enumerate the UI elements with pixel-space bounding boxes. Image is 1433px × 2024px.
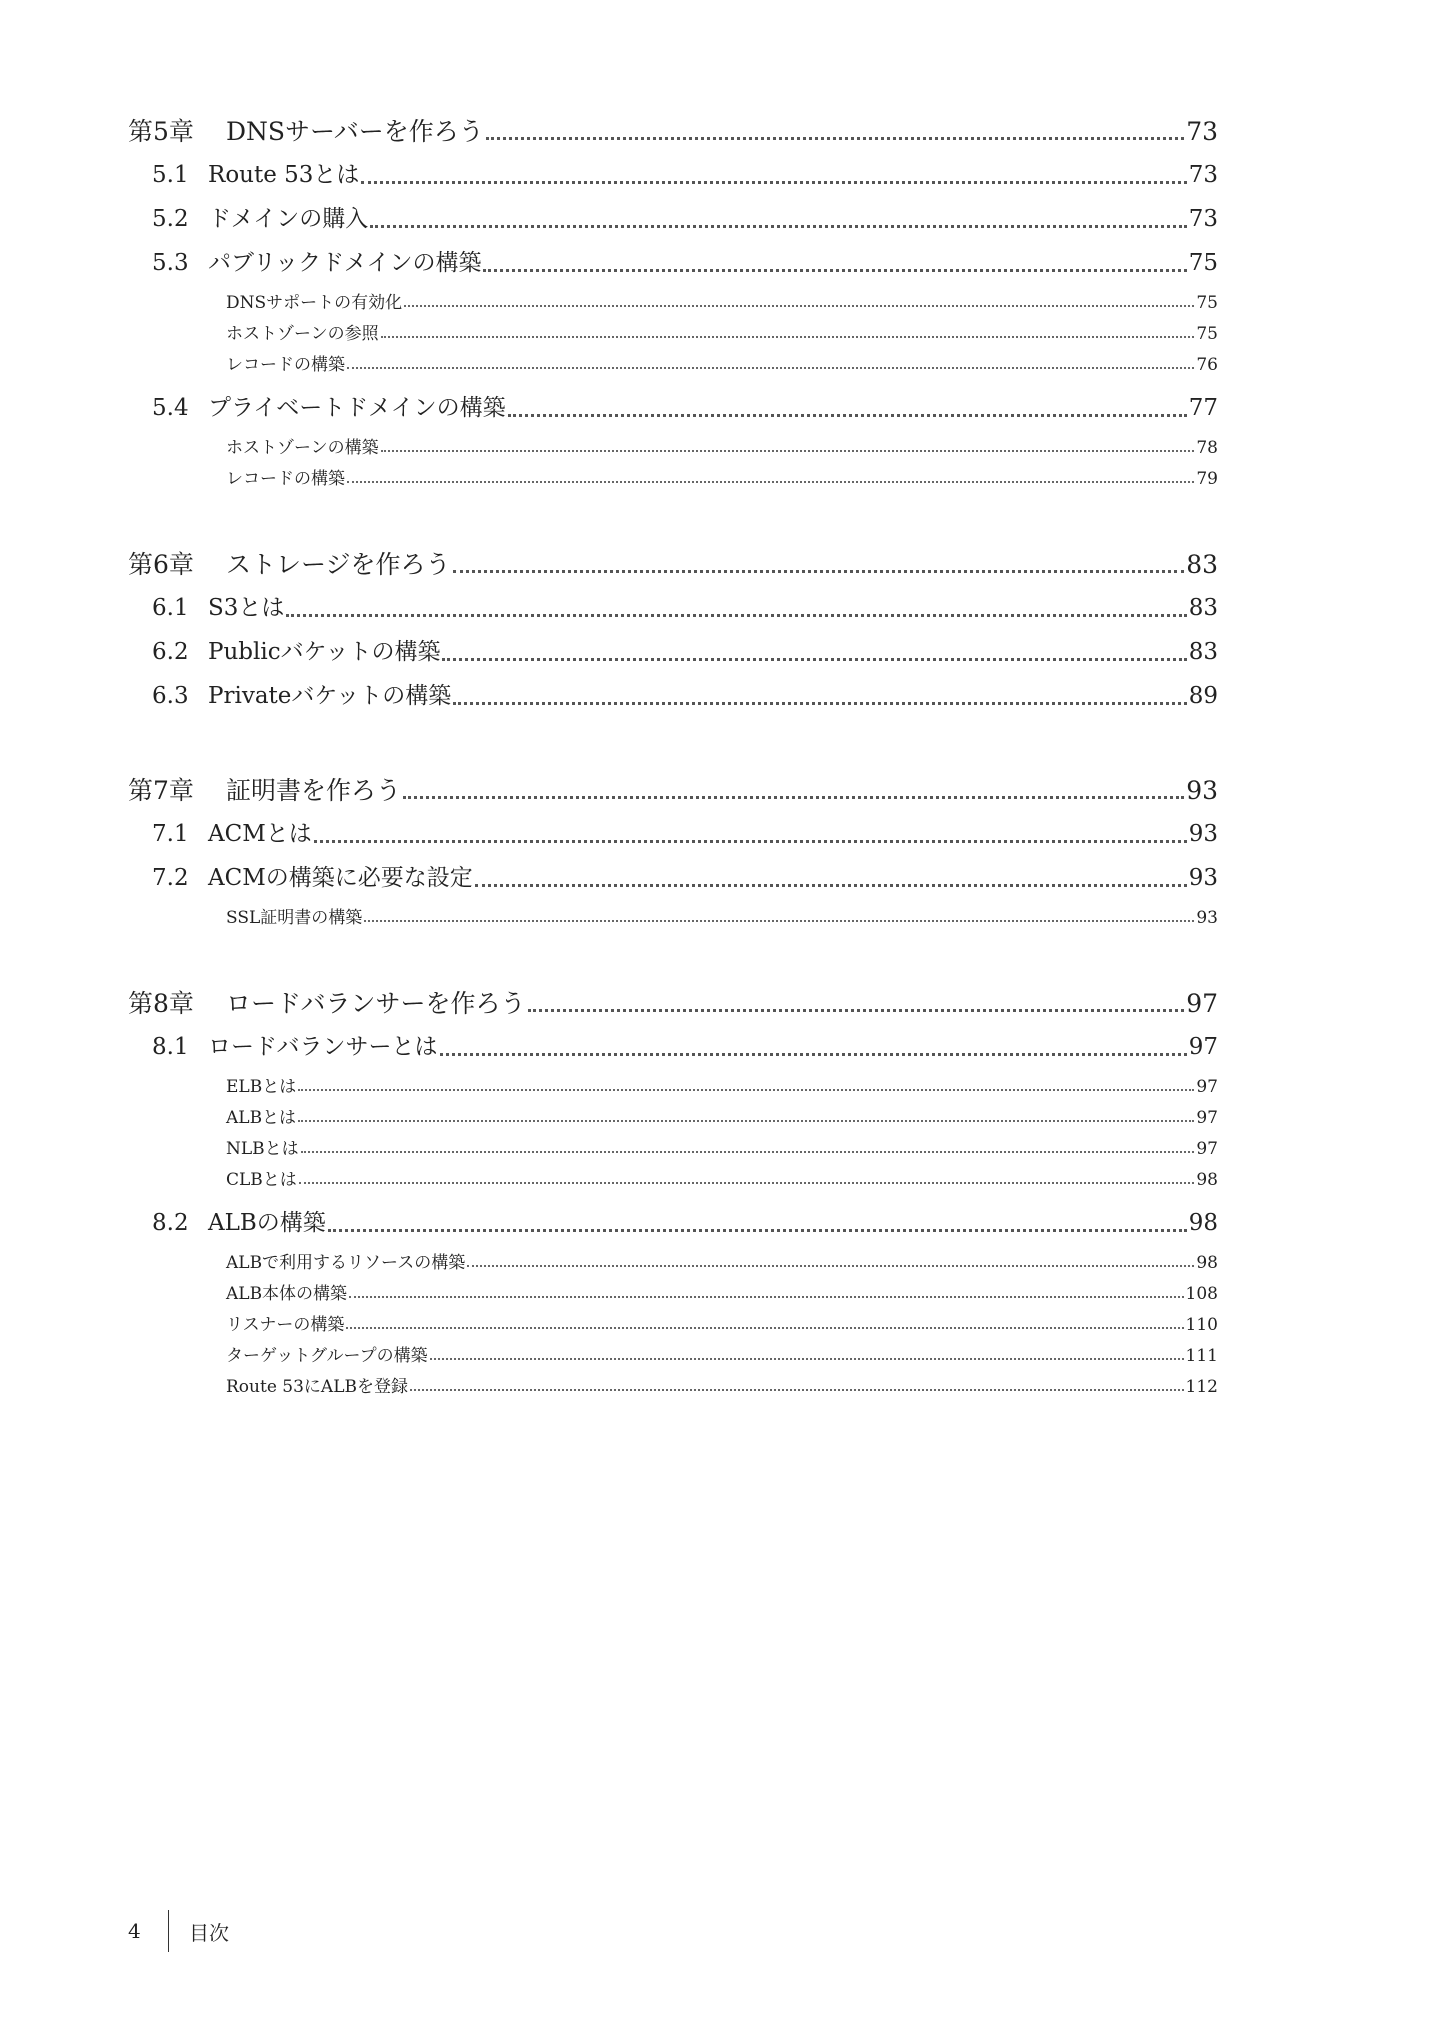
subsection-entry (128, 288, 1218, 319)
leader-dots (440, 1053, 1187, 1056)
toc-chapter (128, 984, 1218, 1403)
leader-dots (370, 225, 1186, 228)
section-number: 5.2 (152, 206, 189, 232)
leader-dots (298, 1120, 1194, 1122)
subsection-entry (128, 433, 1218, 464)
subsection-page-number: 98 (1196, 1253, 1218, 1273)
subsection-title: ホストゾーンの構築 (226, 438, 379, 458)
page-number: 4 (128, 1919, 141, 1943)
toc-chapter (128, 112, 1218, 495)
leader-dots (475, 884, 1187, 887)
chapter-label: 第6章 (128, 550, 194, 579)
subsection-entry (128, 350, 1218, 381)
section-title: S3とは (208, 595, 285, 621)
subsection-page-number: 78 (1196, 438, 1218, 458)
subsection-title: ホストゾーンの参照 (226, 324, 379, 344)
subsection-page-number: 110 (1185, 1315, 1218, 1335)
section-page-number: 97 (1188, 1034, 1218, 1060)
subsection-title: リスナーの構築 (226, 1315, 345, 1335)
section-entry (128, 244, 1218, 288)
subsection-title: ALB本体の構築 (226, 1284, 348, 1304)
subsection-entry (128, 1165, 1218, 1196)
leader-dots (349, 1296, 1183, 1298)
leader-dots (403, 796, 1184, 799)
toc-section-group (128, 815, 1218, 859)
chapter-title: 証明書を作ろう (226, 776, 402, 805)
section-page-number: 77 (1188, 395, 1218, 421)
subsection-entry (128, 1341, 1218, 1372)
subsection-page-number: 112 (1185, 1377, 1218, 1397)
chapter-label: 第8章 (128, 989, 194, 1018)
leader-dots (347, 367, 1194, 369)
section-entry (128, 200, 1218, 244)
section-title: ロードバランサーとは (208, 1034, 438, 1060)
section-title: Privateバケットの構築 (208, 683, 452, 709)
subsection-title: DNSサポートの有効化 (226, 293, 403, 313)
leader-dots (404, 305, 1194, 307)
subsection-title: ALBで利用するリソースの構築 (226, 1253, 466, 1273)
leader-dots (528, 1009, 1185, 1012)
toc-section-group (128, 244, 1218, 381)
subsection-title: レコードの構築 (226, 355, 345, 375)
subsection-page-number: 76 (1196, 355, 1218, 375)
section-title: Route 53とは (208, 162, 360, 188)
section-title: ドメインの購入 (208, 206, 369, 232)
subsection-page-number: 108 (1185, 1284, 1218, 1304)
leader-dots (467, 1265, 1194, 1267)
section-page-number: 73 (1188, 162, 1218, 188)
leader-dots (442, 658, 1186, 661)
leader-dots (453, 702, 1186, 705)
toc-section-group (128, 633, 1218, 677)
leader-dots (361, 181, 1186, 184)
chapter-title: DNSサーバーを作ろう (226, 117, 484, 146)
subsection-entry (128, 1103, 1218, 1134)
toc-chapter (128, 771, 1218, 934)
subsection-page-number: 75 (1196, 324, 1218, 344)
section-number: 5.3 (152, 250, 189, 276)
section-entry (128, 156, 1218, 200)
toc-section-group (128, 589, 1218, 633)
section-page-number: 93 (1188, 821, 1218, 847)
leader-dots (299, 1182, 1195, 1184)
chapter-page-number: 73 (1186, 117, 1218, 146)
section-number: 5.4 (152, 395, 189, 421)
subsection-title: NLBとは (226, 1139, 299, 1159)
section-title: パブリックドメインの構築 (208, 250, 482, 276)
chapter-heading (128, 771, 1218, 815)
section-title: ACMとは (208, 821, 312, 847)
subsection-page-number: 79 (1196, 469, 1218, 489)
subsection-page-number: 97 (1196, 1077, 1218, 1097)
subsection-page-number: 97 (1196, 1108, 1218, 1128)
section-number: 6.2 (152, 639, 189, 665)
toc-section-group (128, 200, 1218, 244)
subsection-title: ELBとは (226, 1077, 297, 1097)
leader-dots (486, 137, 1184, 140)
footer-section-name: 目次 (189, 1920, 229, 1945)
leader-dots (328, 1229, 1187, 1232)
section-number: 6.1 (152, 595, 189, 621)
chapter-title: ロードバランサーを作ろう (226, 989, 526, 1018)
subsection-title: ターゲットグループの構築 (226, 1346, 428, 1366)
chapter-title: ストレージを作ろう (226, 550, 451, 579)
section-number: 5.1 (152, 162, 189, 188)
toc-section-group (128, 677, 1218, 721)
subsection-entry (128, 319, 1218, 350)
subsection-page-number: 98 (1196, 1170, 1218, 1190)
subsection-entry (128, 1372, 1218, 1403)
subsection-title: Route 53にALBを登録 (226, 1377, 408, 1397)
leader-dots (381, 336, 1195, 338)
leader-dots (298, 1089, 1194, 1091)
leader-dots (453, 570, 1185, 573)
page-footer (128, 1910, 229, 1952)
section-entry (128, 633, 1218, 677)
footer-divider (168, 1910, 169, 1952)
chapter-heading (128, 112, 1218, 156)
toc-section-group (128, 1204, 1218, 1403)
toc-chapter (128, 545, 1218, 721)
section-number: 7.2 (152, 865, 189, 891)
section-number: 8.2 (152, 1210, 189, 1236)
subsection-entry (128, 903, 1218, 934)
section-page-number: 89 (1188, 683, 1218, 709)
leader-dots (314, 840, 1187, 843)
section-page-number: 83 (1188, 595, 1218, 621)
section-title: ALBの構築 (208, 1210, 326, 1236)
leader-dots (410, 1389, 1184, 1391)
section-entry (128, 589, 1218, 633)
chapter-page-number: 93 (1186, 776, 1218, 805)
section-entry (128, 859, 1218, 903)
toc-section-group (128, 1028, 1218, 1196)
section-entry (128, 815, 1218, 859)
section-number: 8.1 (152, 1034, 189, 1060)
subsection-entry (128, 1310, 1218, 1341)
section-title: Publicバケットの構築 (208, 639, 441, 665)
chapter-page-number: 83 (1186, 550, 1218, 579)
chapter-page-number: 97 (1186, 989, 1218, 1018)
section-page-number: 98 (1188, 1210, 1218, 1236)
section-page-number: 75 (1188, 250, 1218, 276)
leader-dots (301, 1151, 1195, 1153)
section-entry (128, 677, 1218, 721)
section-entry (128, 1028, 1218, 1072)
subsection-title: レコードの構築 (226, 469, 345, 489)
subsection-entry (128, 1248, 1218, 1279)
leader-dots (347, 481, 1194, 483)
subsection-entry (128, 464, 1218, 495)
section-title: ACMの構築に必要な設定 (208, 865, 473, 891)
toc-section-group (128, 156, 1218, 200)
section-entry (128, 389, 1218, 433)
subsection-page-number: 111 (1185, 1346, 1218, 1366)
leader-dots (381, 450, 1195, 452)
leader-dots (286, 614, 1186, 617)
leader-dots (508, 414, 1187, 417)
toc-section-group (128, 389, 1218, 495)
chapter-label: 第5章 (128, 117, 194, 146)
subsection-title: SSL証明書の構築 (226, 908, 363, 928)
section-title: プライベートドメインの構築 (208, 395, 506, 421)
subsection-entry (128, 1134, 1218, 1165)
leader-dots (483, 269, 1186, 272)
section-number: 6.3 (152, 683, 189, 709)
subsection-title: CLBとは (226, 1170, 297, 1190)
table-of-contents (128, 112, 1218, 1453)
subsection-entry (128, 1072, 1218, 1103)
chapter-label: 第7章 (128, 776, 194, 805)
leader-dots (346, 1327, 1183, 1329)
subsection-entry (128, 1279, 1218, 1310)
leader-dots (430, 1358, 1184, 1360)
section-page-number: 73 (1188, 206, 1218, 232)
subsection-page-number: 93 (1196, 908, 1218, 928)
subsection-title: ALBとは (226, 1108, 297, 1128)
chapter-heading (128, 545, 1218, 589)
section-entry (128, 1204, 1218, 1248)
section-page-number: 83 (1188, 639, 1218, 665)
subsection-page-number: 97 (1196, 1139, 1218, 1159)
subsection-page-number: 75 (1196, 293, 1218, 313)
toc-section-group (128, 859, 1218, 934)
section-page-number: 93 (1188, 865, 1218, 891)
leader-dots (364, 920, 1194, 922)
chapter-heading (128, 984, 1218, 1028)
section-number: 7.1 (152, 821, 189, 847)
